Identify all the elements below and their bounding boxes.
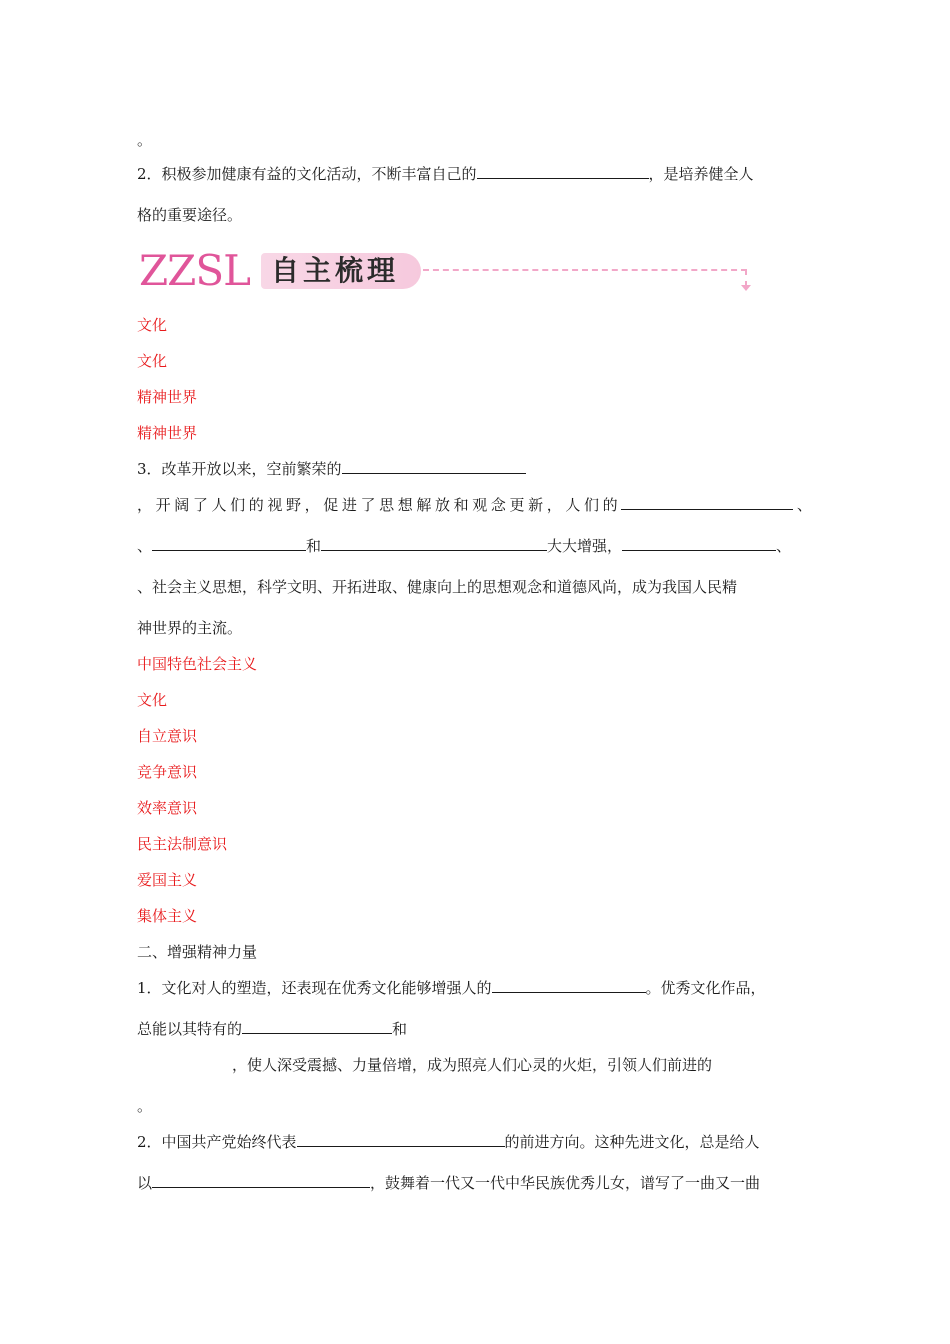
section-banner [137,247,757,295]
char: 野 [286,496,302,514]
char: 想 [397,496,413,514]
section-2-question-2-line-1 [137,1132,760,1152]
answer-blank[interactable] [321,536,547,551]
char: 思 [379,496,395,514]
arrow-down-icon [741,285,751,291]
section-2-question-1-line-4: 。 [137,1097,153,1115]
question-3-line-5: 神世界的主流。 [137,619,243,637]
char: ， [137,496,153,514]
question-2-line-1 [137,164,754,184]
char: 阔 [174,496,190,514]
char: 人 [565,496,581,514]
char: 更 [509,496,525,514]
char: 念 [490,496,506,514]
question-1-suffix: 。优秀文化作品， [645,979,766,997]
answer-item: 精神世界 [137,424,198,442]
answer-item: 竞争意识 [137,763,198,781]
question-1-line-2-prefix: 总能以其特有的 [137,1020,243,1038]
char: 了 [192,496,208,514]
question-1-prefix: 1．文化对人的塑造，还表现在优秀文化能够增强人的 [137,979,492,997]
question-2-suffix: ，是培养健全人 [648,165,754,183]
section-2-question-2-line-2 [137,1173,760,1193]
and-text: 和 [392,1020,408,1038]
question-2-suffix: 的前进方向。这种先进文化，总是给人 [504,1133,760,1151]
char: 开 [155,496,171,514]
char: 、 [776,537,792,555]
char: 促 [323,496,339,514]
answer-item: 文化 [137,352,168,370]
question-3-line-4: 、社会主义思想，科学文明、开拓进取、健康向上的思想观念和道德风尚，成为我国人民精 [137,578,738,596]
char: 、 [137,537,153,555]
answer-item: 中国特色社会主义 [137,655,258,673]
char: 们 [230,496,246,514]
period-line: 。 [137,131,153,149]
char: 的 [248,496,264,514]
answer-item: 精神世界 [137,388,198,406]
question-2-line-2-prefix: 以 [137,1174,153,1192]
answer-blank[interactable] [152,536,306,551]
answer-blank[interactable] [297,1132,505,1147]
char: 新 [528,496,544,514]
and-text: 和 [306,537,322,555]
answer-blank[interactable] [152,1173,370,1188]
answer-blank[interactable] [342,459,526,474]
char: 的 [602,496,618,514]
char: 解 [416,496,432,514]
answer-item: 民主法制意识 [137,835,228,853]
question-3-line-2 [137,495,812,515]
question-2-prefix: 2．积极参加健康有益的文化活动，不断丰富自己的 [137,165,477,183]
char: 、 [796,496,812,514]
answer-item: 文化 [137,691,168,709]
answer-item: 集体主义 [137,907,198,925]
char: 了 [360,496,376,514]
answer-blank[interactable] [622,536,776,551]
answer-blank[interactable] [621,495,793,510]
banner-logo: ZZSL [139,246,251,295]
banner-title: 自主梳理 [271,254,400,287]
answer-blank[interactable] [492,978,646,993]
question-3-prefix: 3．改革开放以来，空前繁荣的 [137,460,342,478]
char: 进 [341,496,357,514]
char: 放 [435,496,451,514]
answer-item: 自立意识 [137,727,198,745]
question-2-prefix: 2．中国共产党始终代表 [137,1133,297,1151]
char: ， [304,496,320,514]
section-heading: 二、增强精神力量 [137,943,258,961]
answer-item: 效率意识 [137,799,198,817]
section-2-question-1-line-3: ，使人深受震撼、力量倍增，成为照亮人们心灵的火炬，引领人们前进的 [232,1056,713,1074]
char: ， [546,496,562,514]
answer-blank[interactable] [242,1019,392,1034]
question-2-line-2-suffix: ，鼓舞着一代又一代中华民族优秀儿女，谱写了一曲又一曲 [370,1174,761,1192]
char: 视 [267,496,283,514]
section-2-question-1-line-2 [137,1019,407,1039]
char: 和 [453,496,469,514]
question-3-line-1 [137,459,526,479]
char: 们 [584,496,600,514]
answer-blank[interactable] [477,164,649,179]
section-2-question-1-line-1 [137,978,766,998]
char: 观 [472,496,488,514]
question-3-line-3 [137,536,791,556]
banner-dashed-line [423,269,747,271]
question-2-line-2: 格的重要途径。 [137,206,243,224]
char: 人 [211,496,227,514]
answer-item: 文化 [137,316,168,334]
question-3-mid: 大大增强， [547,537,623,555]
answer-item: 爱国主义 [137,871,198,889]
